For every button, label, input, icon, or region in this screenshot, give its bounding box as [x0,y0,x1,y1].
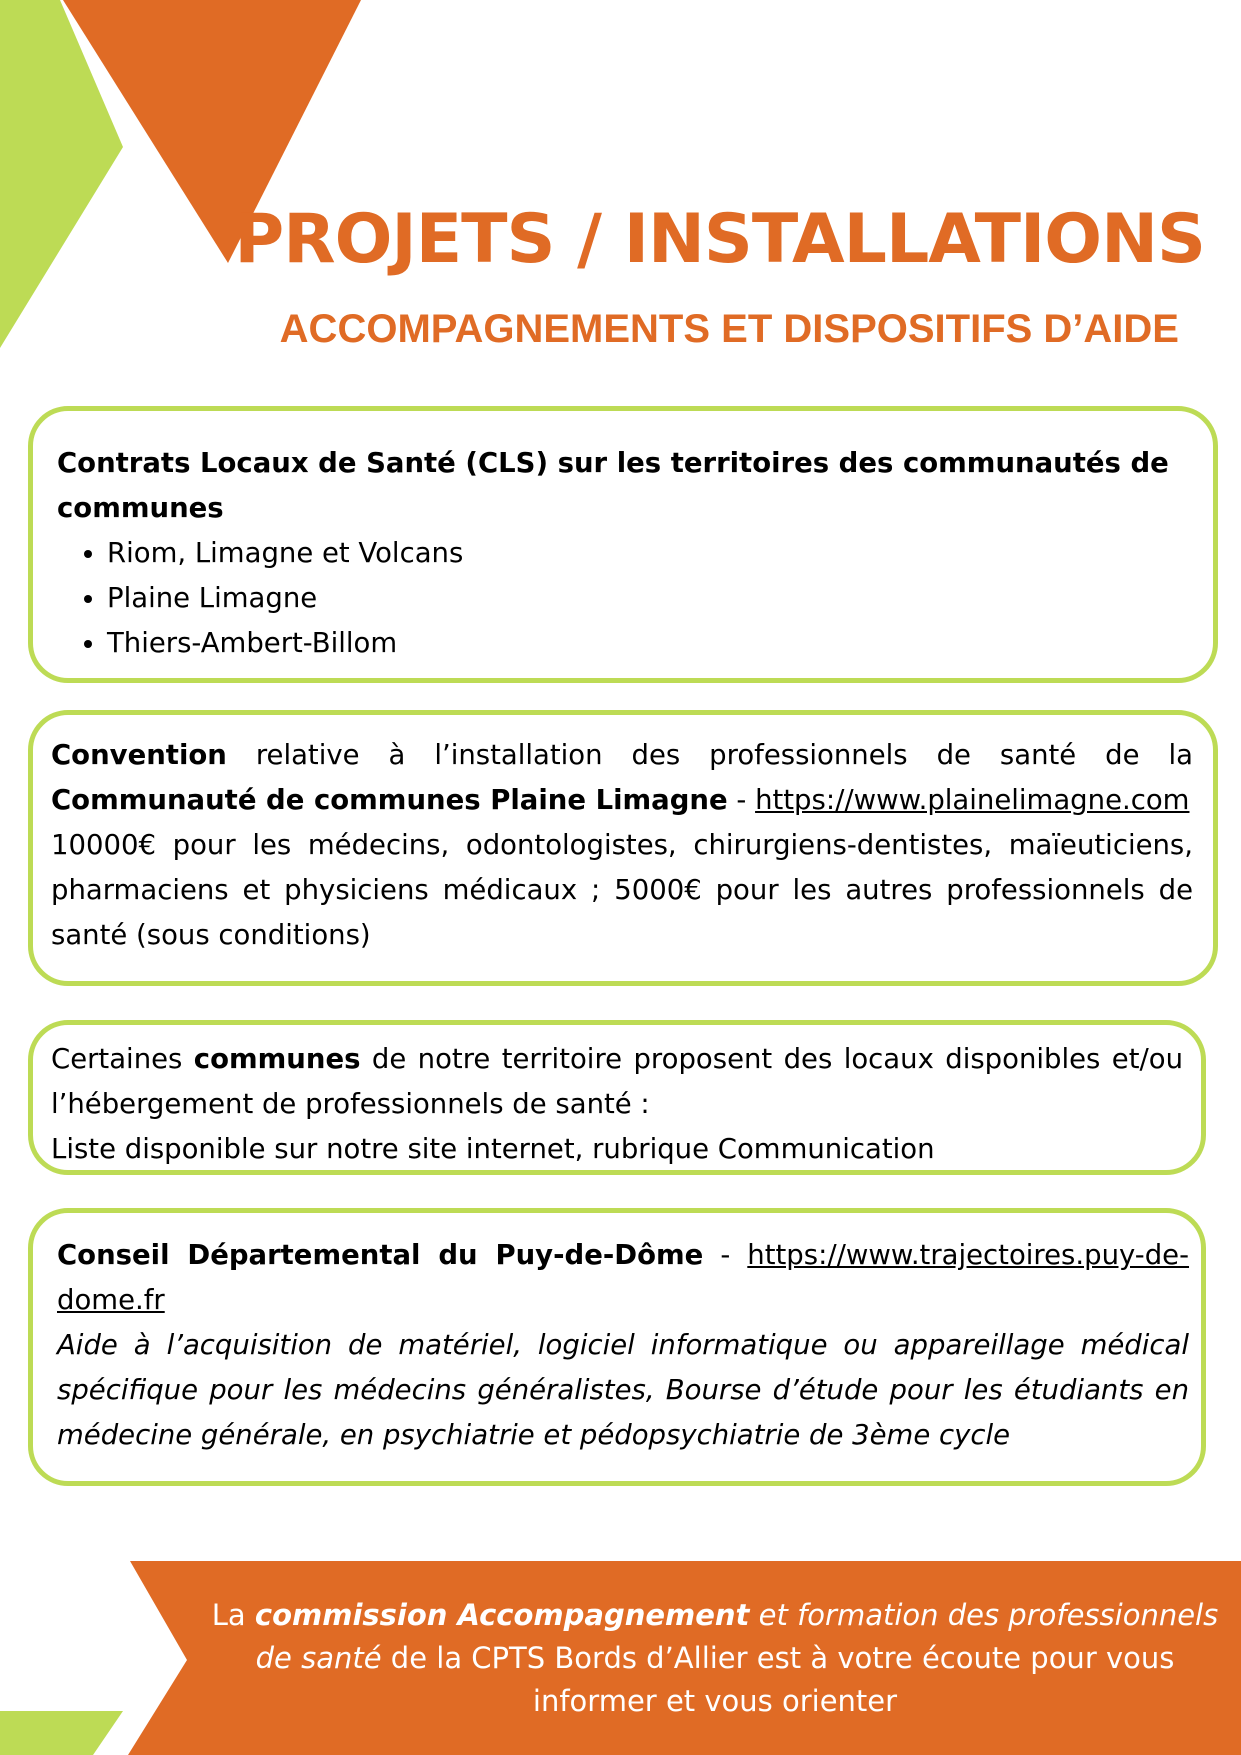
cls-heading: Contrats Locaux de Santé (CLS) sur les territoires des communautés de communes [57,447,1169,524]
convention-body: 10000€ pour les médecins, odontologistes, chirurgiens-dentistes, maïeuticiens, pharmaciens et physiciens médicaux ; 5000€ pour les autres professionnels de santé (sous conditions) [51,829,1193,951]
separator: - [727,784,756,816]
convention-card [28,710,1218,986]
communes-text-start: Certaines [51,1043,194,1075]
footer-message [200,1594,1230,1723]
conseil-label: Conseil Départemental du Puy-de-Dôme [57,1239,704,1271]
separator: - [703,1239,748,1271]
convention-text: relative à l’installation des professionnels de santé de la [226,739,1193,771]
list-item: • Plaine Limagne [107,576,1189,621]
list-item: • Riom, Limagne et Volcans [107,531,1189,576]
footer-text-end: de la CPTS Bords d’Allier est à votre écoute pour vous informer et vous orienter [381,1641,1175,1718]
community-name: Communauté de communes Plaine Limagne [51,784,728,816]
communes-text-end: de notre territoire proposent des locaux disponibles et/ou l’hébergement de professionnels de santé : [51,1043,1183,1120]
trajectoires-link[interactable]: https://www.trajectoires.puy-de-dome.fr [57,1239,1190,1316]
cls-card [28,406,1218,683]
list-item: • Thiers-Ambert-Billom [107,621,1189,666]
footer-text-start: La [211,1598,255,1632]
cls-territory-list [57,531,1189,666]
convention-label: Convention [51,739,227,771]
conseil-body: Aide à l’acquisition de matériel, logiciel informatique ou appareillage médical spécifique pour les médecins généralistes, Bourse d’étude pour les étudiants en médecine générale, en psychiatrie et pédopsychiatrie de 3ème cycle [57,1329,1189,1451]
green-triangle-bottom-left [0,1711,123,1755]
conseil-card [28,1208,1206,1486]
plainelimagne-link[interactable]: https://www.plainelimagne.com [755,784,1190,816]
communes-bold: communes [193,1043,361,1075]
footer-italic: et formation des professionnels de santé [255,1598,1219,1675]
footer-commission: commission Accompagnement [254,1598,750,1632]
page-subtitle: ACCOMPAGNEMENTS ET DISPOSITIFS D’AIDE [279,307,1179,351]
communes-card [28,1020,1206,1175]
communes-list-info: Liste disponible sur notre site internet, rubrique Communication [51,1133,935,1165]
page-title: PROJETS / INSTALLATIONS [234,200,1205,279]
